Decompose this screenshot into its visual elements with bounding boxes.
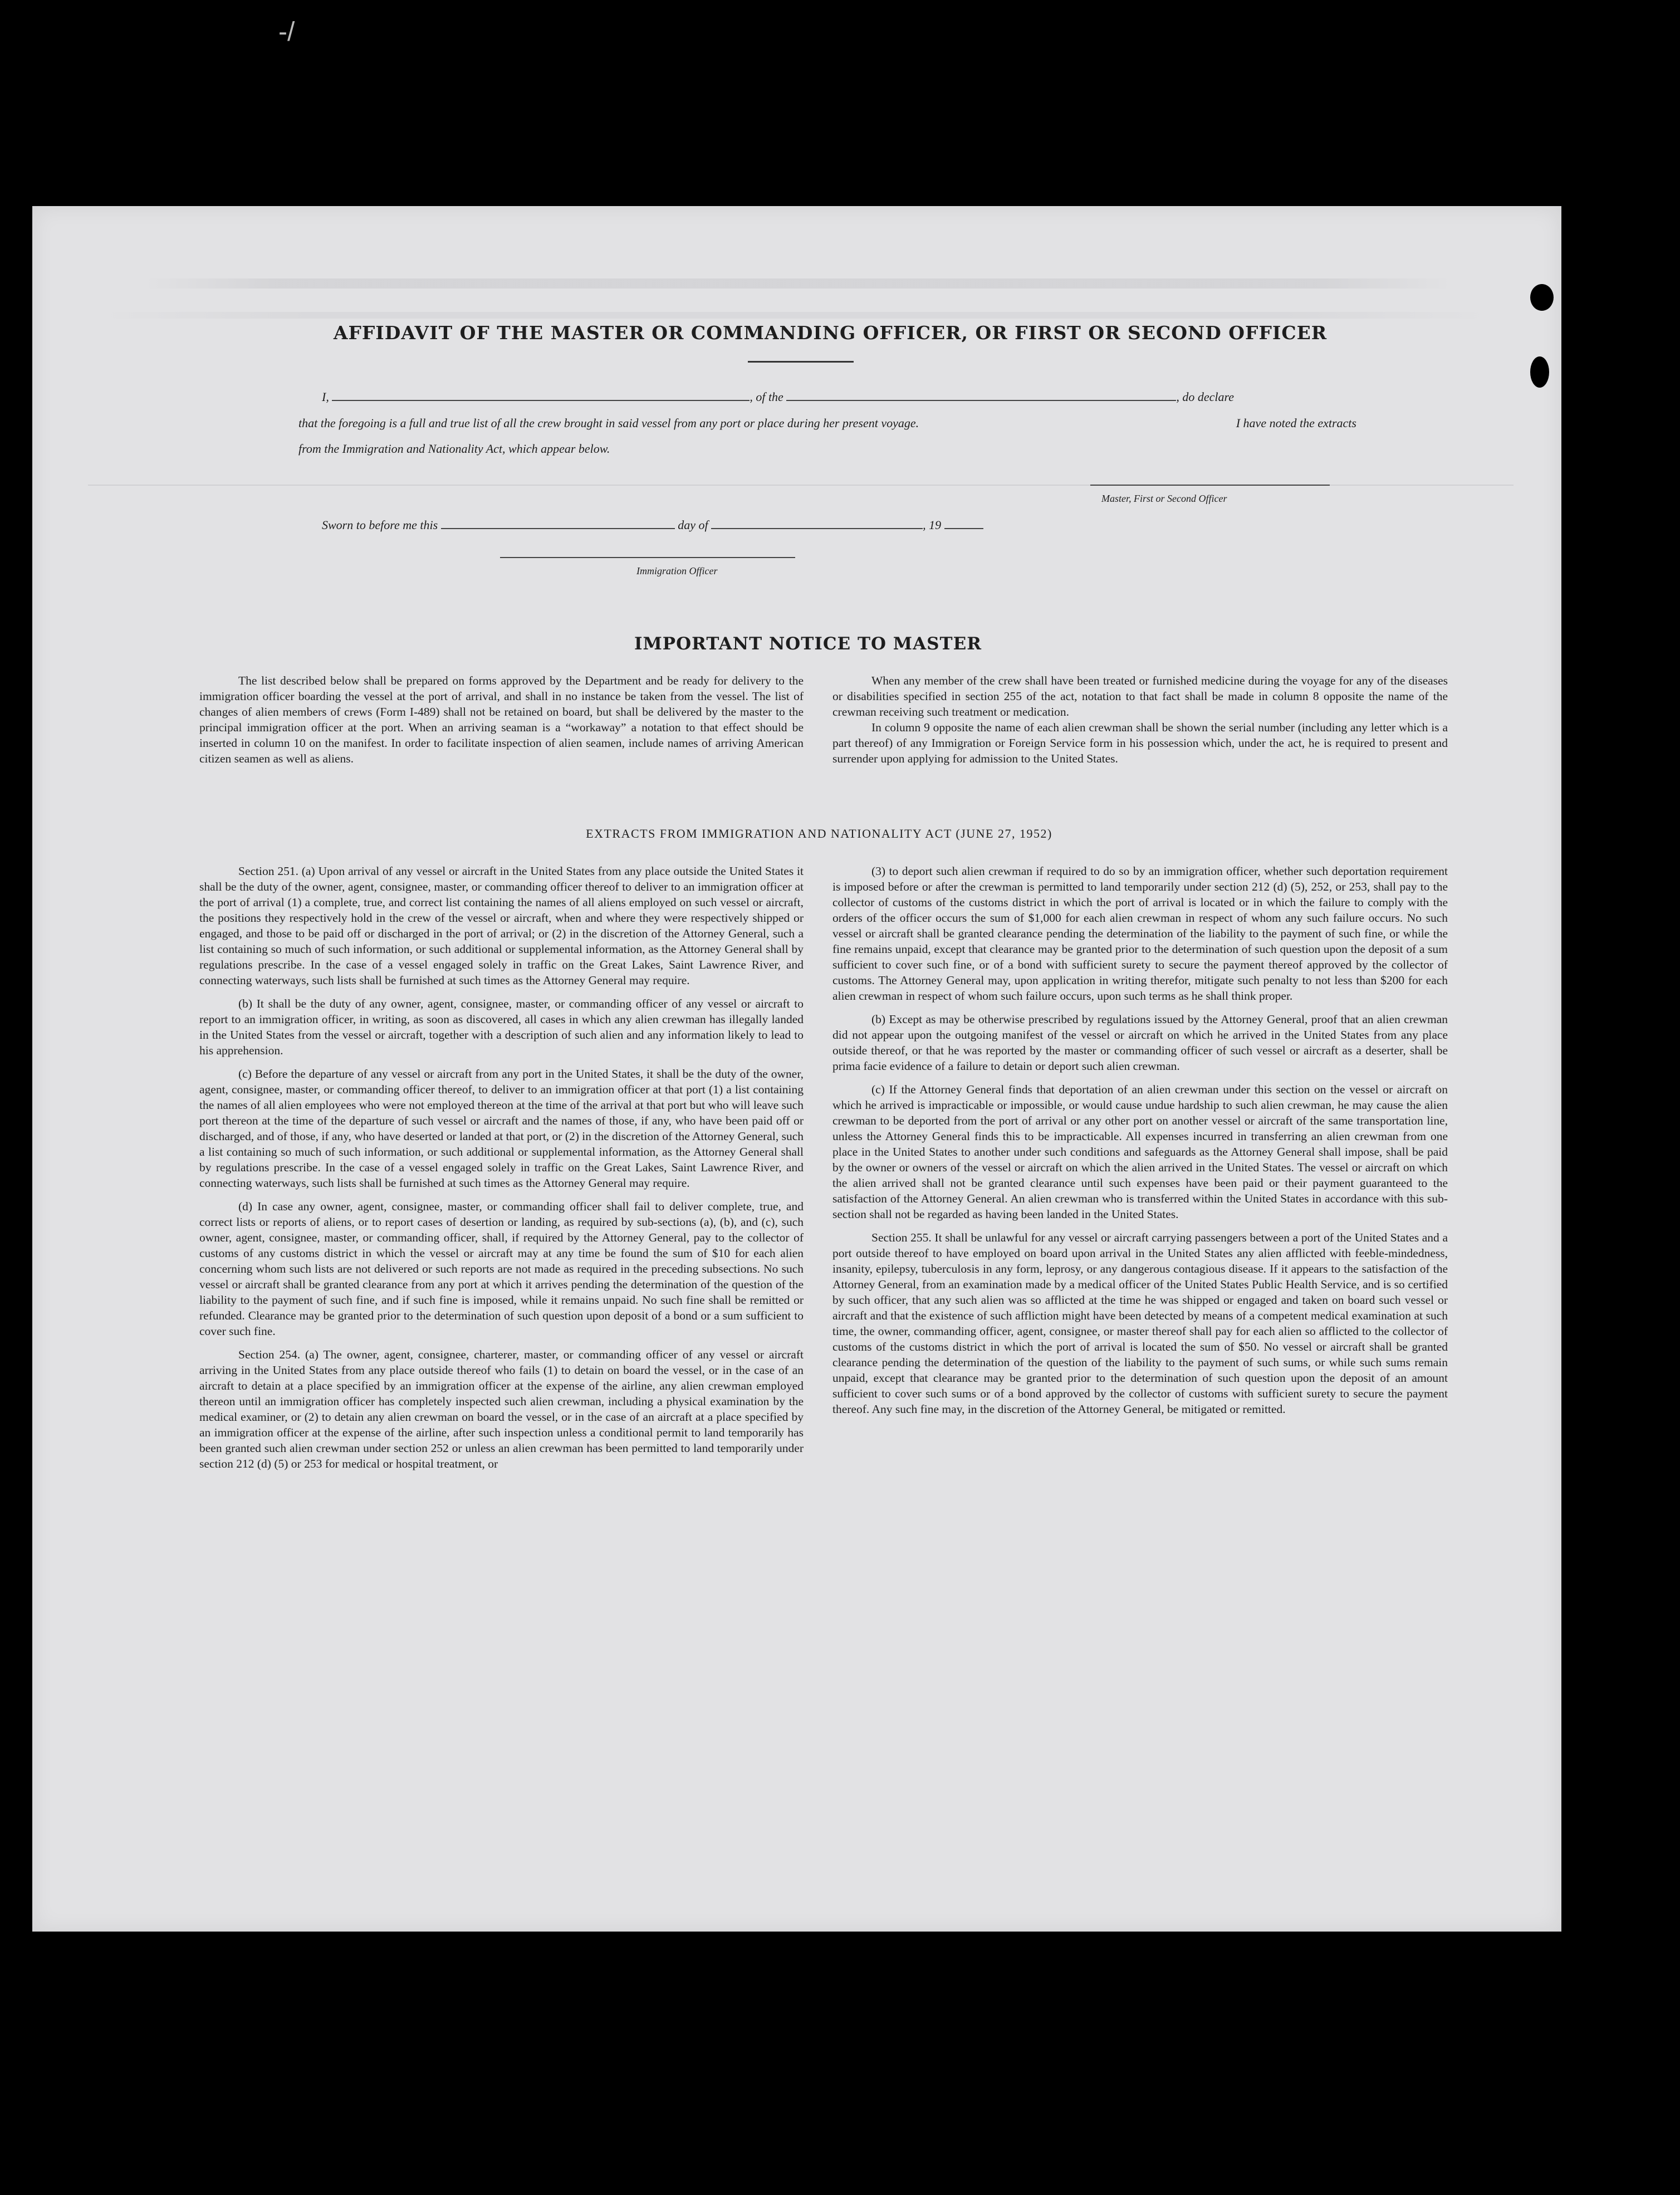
punch-hole-top [1530,284,1554,311]
officer-signature-label: Immigration Officer [636,565,718,576]
extracts-title: EXTRACTS FROM IMMIGRATION AND NATIONALITY ACT (JUNE 27, 1952) [586,827,1052,840]
affidavit-i-label: I, [322,390,329,404]
sworn-date-field[interactable] [441,527,675,529]
vessel-field[interactable] [786,399,1176,401]
notice-right-paragraph-1: When any member of the crew shall have been treated or furnished medicine during the voyage for any of the diseases or disabilities specified in section 255 of the act, notation to that fact shall be made in column 8 opposite the name of the crewman receiving such treatment or medication. [832,674,1448,718]
sworn-year-label: , 19 [923,518,942,532]
affidavit-title-rule [748,361,854,363]
affidavit-extracts-noted: I have noted the extracts [1236,416,1356,430]
section-251-c: (c) Before the departure of any vessel or aircraft from any port in the United States, it shall be the duty of the owner, agent, consignee, master, or commanding officer thereof, to deliver to an immigration officer at that port (1) a list containing the names of all alien employees who were not employed thereon at the time of the arrival at that port but who will leave such port thereon at the time of the departure of such vessel or aircraft and the names of those, if any, who have been paid off or discharged, and of those, if any, who have deserted or landed at that port, or (2) in the discretion of the Attorney General, such a list containing so much of such information, or such additional or supplemental information, as the Attorney General shall by regulations prescribe. In the case of a vessel engaged solely in traffic on the Great Lakes, Saint Lawrence River, and connecting waterways, such lists shall be furnished at such times as the Attorney General may require. [199,1067,804,1190]
notice-left-paragraph: The list described below shall be prepared on forms approved by the Department and be ready for delivery to the immigration officer boarding the vessel at the port of arrival, and shall in no instance be taken from the vessel. The list of changes of alien members of crews (Form I-489) shall not be retained on board, but shall be delivered by the master to the principal immigration officer at the port. When an arriving seaman is a “workaway” a notation to that effect should be inserted in column 10 on the manifest. In order to facilitate inspection of alien seamen, include names of arriving American citizen seamen as well as aliens. [199,674,804,765]
scan-corner-mark: -/ [278,17,295,47]
sworn-day-of-label: day of [678,518,708,532]
section-251-b: (b) It shall be the duty of any owner, agent, consignee, master, or commanding officer of any vessel or aircraft to report to an immigration officer, in writing, as soon as discovered, all cases in which any alien crewman has illegally landed in the United States from the vessel or aircraft, together with a description of such alien and any information likely to lead to his apprehension. [199,997,804,1057]
sworn-month-field[interactable] [711,527,923,529]
sworn-year-field[interactable] [944,527,983,529]
bleed-through-ghost-2 [99,312,1491,319]
sworn-label: Sworn to before me this [322,518,438,532]
section-254-a-continued: (3) to deport such alien crewman if required to do so by an immigration officer, whether such deportation requirement is imposed before or after the crewman is permitted to land temporarily under section 212 (d) (5), 252, or 253, shall pay to the collector of customs of the customs district in which the port of arrival is located or in which the failure to comply with the orders of the officer occurs the sum of $1,000 for each alien crewman in respect of whom any such failure occurs. No such vessel or aircraft shall be granted clearance pending the determination of the liability to the payment of such fine, or while the fine remains unpaid, except that clearance may be granted prior to the determination of such question upon the deposit of a sum sufficient to cover such fine, or of a bond with sufficient surety to secure the payment thereof approved by the collector of customs. The Attorney General may, upon application in writing therefor, mitigate such penalty to not less than $200 for each alien crewman in respect of whom such failure occurs, upon such terms as he shall think proper. [832,864,1448,1003]
affidavit-of-the-label: , of the [750,390,783,404]
punch-hole-bottom [1530,356,1549,388]
extracts-right-column [832,863,1448,1425]
master-signature-line[interactable] [1090,485,1330,486]
affidavit-line-2 [298,413,1356,433]
affidavit-statement: that the foregoing is a full and true list of all the crew brought in said vessel from any port or place during her present voyage. [298,416,919,430]
master-signature-label: Master, First or Second Officer [1101,493,1227,504]
notice-title: IMPORTANT NOTICE TO MASTER [634,634,982,654]
bleed-through-ghost-1 [144,278,1452,289]
sworn-line [322,515,1101,535]
affidavit-line-1 [322,387,1346,407]
notice-left-column [199,673,804,774]
affidavit-title: AFFIDAVIT OF THE MASTER OR COMMANDING OFFICER, OR FIRST OR SECOND OFFICER [333,322,1328,344]
affidavit-line-3: from the Immigration and Nationality Act, which appear below. [298,442,610,456]
affidavit-declare-label: , do declare [1176,390,1234,404]
officer-signature-line[interactable] [500,557,795,558]
section-254-a: Section 254. (a) The owner, agent, consignee, charterer, master, or commanding officer of any vessel or aircraft arriving in the United States from any place outside thereof who fails (1) to detain on board the vessel, or in the case of an aircraft to detain at a place specified by an immigration officer at the expense of the airline, any alien crewman employed thereon until an immigration officer has completely inspected such alien crewman, including a physical examination by the medical examiner, or (2) to detain any alien crewman on board the vessel, or in the case of an aircraft at a place specified by an immigration officer at the expense of the airline, after such inspection unless a conditional permit to land temporarily has been granted such alien crewman under section 252 or unless an alien crewman has been permitted to land temporarily under section 212 (d) (5) or 253 for medical or hospital treatment, or [199,1348,804,1470]
document-sheet [32,206,1561,1932]
extracts-left-column [199,863,804,1479]
name-field[interactable] [332,399,750,401]
section-254-b: (b) Except as may be otherwise prescribed by regulations issued by the Attorney General, proof that an alien crewman did not appear upon the outgoing manifest of the vessel or aircraft on which he arrived in the United States from any place outside thereof, or that he was reported by the master or commanding officer of such vessel or aircraft as a deserter, shall be prima facie evidence of a failure to detain or deport such alien crewman. [832,1013,1448,1073]
section-251-a: Section 251. (a) Upon arrival of any vessel or aircraft in the United States from any place outside the United States it shall be the duty of the owner, agent, consignee, master, or commanding officer thereof to deliver to an immigration officer at the port of arrival (1) a complete, true, and correct list containing the names of all aliens employed on such vessel or aircraft, the positions they respectively hold in the crew of the vessel or aircraft, when and where they were respectively shipped or engaged, and those to be paid off or discharged in the port of arrival; or (2) in the discretion of the Attorney General, such a list containing so much of such information, or such additional or supplemental information, as the Attorney General shall by regulations prescribe. In the case of a vessel engaged solely in traffic on the Great Lakes, Saint Lawrence River, and connecting waterways, such lists shall be furnished at such times as the Attorney General may require. [199,864,804,987]
notice-right-column [832,673,1448,774]
notice-right-paragraph-2: In column 9 opposite the name of each alien crewman shall be shown the serial number (including any letter which is a part thereof) of any Immigration or Foreign Service form in his possession which, under the act, he is required to present and surrender upon applying for admission to the United States. [832,721,1448,765]
section-254-c: (c) If the Attorney General finds that deportation of an alien crewman under this section on the vessel or aircraft on which he arrived is impracticable or impossible, or would cause undue hardship to such alien crewman, he may cause the alien crewman to be deported from the port of arrival or any other port on another vessel or aircraft of the same transportation line, unless the Attorney General finds this to be impracticable. All expenses incurred in transferring an alien crewman from one place in the United States to another under such conditions and safeguards as the Attorney General shall impose, shall be paid by the owner or owners of the vessel or aircraft on which the alien arrived in the United States. The vessel or aircraft on which the alien arrived shall not be granted clearance until such expenses have been paid or their payment guaranteed to the satisfaction of the Attorney General. An alien crewman who is transferred within the United States in accordance with this sub-section shall not be regarded as having been landed in the United States. [832,1083,1448,1221]
section-255: Section 255. It shall be unlawful for any vessel or aircraft carrying passengers between a port of the United States and a port outside thereof to have employed on board upon arrival in the United States any alien afflicted with feeble-mindedness, insanity, epilepsy, tuberculosis in any form, leprosy, or any dangerous contagious disease. If it appears to the satisfaction of the Attorney General, from an examination made by a medical officer of the United States Public Health Service, and is so certified by such officer, that any such alien was so afflicted at the time he was shipped or engaged and taken on board such vessel or aircraft and that the existence of such affliction might have been detected by means of a competent medical examination at such time, the owner, commanding officer, agent, consignee, or master thereof shall pay for each alien so afflicted to the collector of customs of the customs district in which the port of arrival is located the sum of $50. No vessel or aircraft shall be granted clearance pending the determination of the question of the liability to the payment of such sums, or while such sums remain unpaid, except that clearance may be granted prior to the determination of such question upon the deposit of an amount sufficient to cover such sums or of a bond approved by the collector of customs with sufficient surety to secure the payment thereof. Any such fine may, in the discretion of the Attorney General, be mitigated or remitted. [832,1231,1448,1416]
section-251-d: (d) In case any owner, agent, consignee, master, or commanding officer shall fail to deliver complete, true, and correct lists or reports of aliens, or to report cases of desertion or landing, as required by sub-sections (a), (b), and (c), such owner, agent, consignee, master, or commanding officer, shall, if required by the Attorney General, pay to the collector of customs of any customs district in which the vessel or aircraft may at any time be found the sum of $10 for each alien concerning whom such lists are not delivered or such reports are not made as required in the preceding subsections. No such vessel or aircraft shall be granted clearance from any port at which it arrives pending the determination of the question of the liability to the payment of such fine, and if such fine is imposed, while it remains unpaid. No such fine shall be remitted or refunded. Clearance may be granted prior to the determination of such question upon deposit of a bond or a sum sufficient to cover such fine. [199,1200,804,1338]
